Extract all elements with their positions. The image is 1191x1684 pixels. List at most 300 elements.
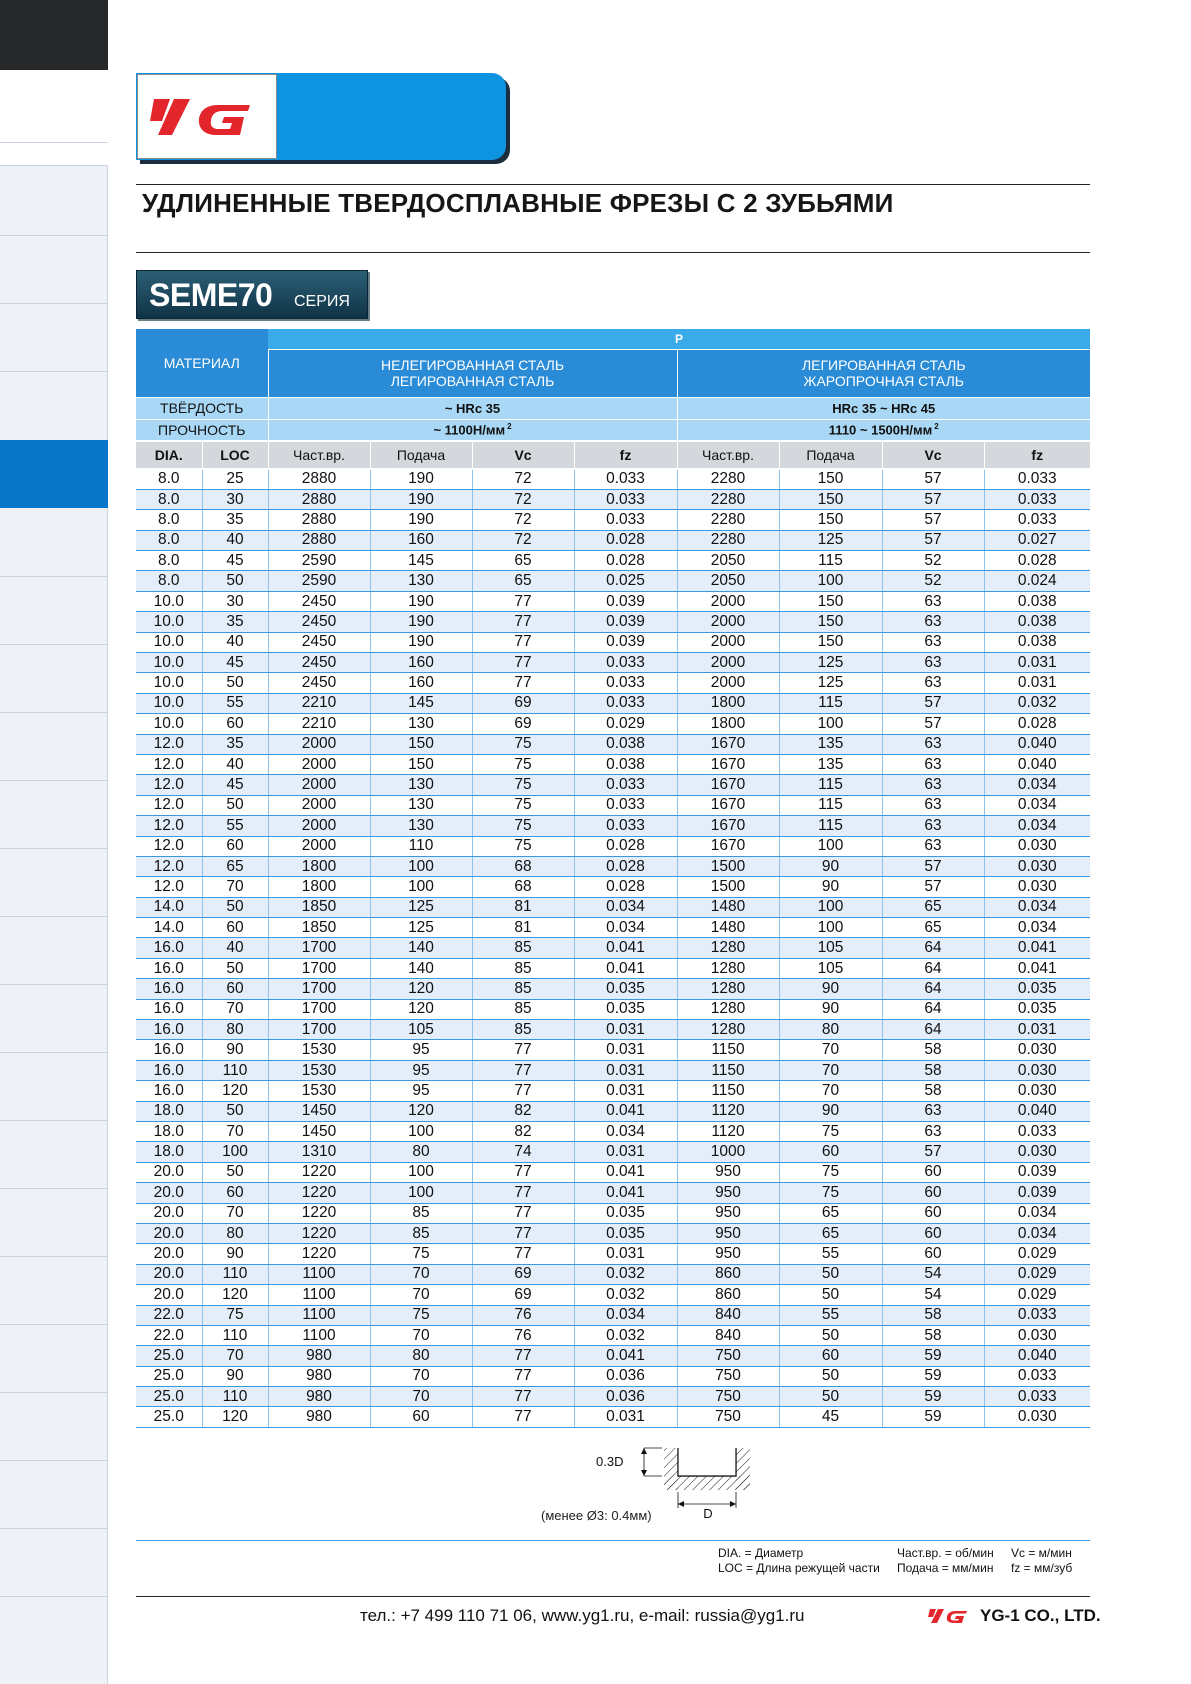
table-cell: 100 <box>370 1183 472 1203</box>
table-cell: 90 <box>779 979 882 999</box>
table-cell: 16.0 <box>136 1020 202 1040</box>
table-row <box>136 1407 1090 1427</box>
table-cell: 25 <box>202 469 268 489</box>
table-row <box>136 1285 1090 1305</box>
table-cell: 950 <box>677 1244 779 1264</box>
table-cell: 1700 <box>268 999 370 1019</box>
table-cell: 75 <box>472 734 574 754</box>
sidebar-divider <box>0 848 108 849</box>
table-cell: 10.0 <box>136 653 202 673</box>
col-header-vc-2: Vc <box>882 441 984 469</box>
table-cell: 16.0 <box>136 1081 202 1101</box>
table-cell: 35 <box>202 510 268 530</box>
table-row <box>136 1183 1090 1203</box>
table-cell: 60 <box>882 1203 984 1223</box>
table-cell: 1150 <box>677 1081 779 1101</box>
legend-fz: fz = мм/зуб <box>1011 1561 1073 1575</box>
table-cell: 80 <box>202 1223 268 1243</box>
footer-contact: тел.: +7 499 110 71 06, www.yg1.ru, e-mail: russia@yg1.ru <box>360 1606 805 1625</box>
table-cell: 0.035 <box>984 979 1090 999</box>
table-cell: 2450 <box>268 632 370 652</box>
table-cell: 20.0 <box>136 1203 202 1223</box>
table-cell: 60 <box>882 1183 984 1203</box>
table-cell: 60 <box>202 918 268 938</box>
table-cell: 14.0 <box>136 918 202 938</box>
table-cell: 8.0 <box>136 571 202 591</box>
table-cell: 2590 <box>268 571 370 591</box>
table-cell: 60 <box>882 1162 984 1182</box>
table-cell: 1530 <box>268 1040 370 1060</box>
col-header-feed-1: Подача <box>370 441 472 469</box>
table-cell: 0.041 <box>984 958 1090 978</box>
col-header-dia: DIA. <box>136 441 202 469</box>
col-header-loc: LOC <box>202 441 268 469</box>
footer-brand: YG-1 CO., LTD. <box>980 1606 1101 1625</box>
sidebar-divider <box>0 984 108 985</box>
table-cell: 77 <box>472 1244 574 1264</box>
table-cell: 85 <box>472 938 574 958</box>
table-cell: 2000 <box>268 795 370 815</box>
table-cell: 65 <box>882 918 984 938</box>
table-cell: 58 <box>882 1325 984 1345</box>
table-cell: 950 <box>677 1162 779 1182</box>
table-cell: 1100 <box>268 1305 370 1325</box>
table-cell: 63 <box>882 591 984 611</box>
sidebar-active-tab[interactable] <box>0 440 108 508</box>
table-cell: 0.030 <box>984 1060 1090 1080</box>
table-cell: 980 <box>268 1407 370 1427</box>
title-top-rule <box>136 184 1090 185</box>
table-cell: 70 <box>370 1366 472 1386</box>
legend-feed: Подача = мм/мин <box>897 1561 994 1575</box>
table-cell: 0.031 <box>574 1407 677 1427</box>
material-label: МАТЕРИАЛ <box>136 329 268 397</box>
table-cell: 980 <box>268 1387 370 1407</box>
table-cell: 12.0 <box>136 734 202 754</box>
table-cell: 2280 <box>677 489 779 509</box>
table-cell: 10.0 <box>136 612 202 632</box>
table-cell: 2000 <box>268 836 370 856</box>
table-cell: 8.0 <box>136 551 202 571</box>
table-cell: 750 <box>677 1407 779 1427</box>
table-row <box>136 897 1090 917</box>
table-cell: 150 <box>779 469 882 489</box>
table-cell: 50 <box>202 1101 268 1121</box>
table-cell: 150 <box>779 489 882 509</box>
table-cell: 150 <box>370 734 472 754</box>
table-cell: 0.035 <box>574 1223 677 1243</box>
table-row <box>136 877 1090 897</box>
table-cell: 64 <box>882 938 984 958</box>
series-word: СЕРИЯ <box>294 293 350 310</box>
table-cell: 12.0 <box>136 754 202 774</box>
table-cell: 22.0 <box>136 1325 202 1345</box>
strength-1-value: ~ 1100Н/мм <box>433 422 506 438</box>
table-cell: 35 <box>202 612 268 632</box>
table-cell: 65 <box>472 571 574 591</box>
table-cell: 2280 <box>677 510 779 530</box>
table-cell: 50 <box>202 571 268 591</box>
table-cell: 69 <box>472 693 574 713</box>
table-row <box>136 1366 1090 1386</box>
legend-col-2 <box>897 1546 994 1576</box>
table-cell: 0.030 <box>984 1325 1090 1345</box>
table-cell: 0.031 <box>574 1040 677 1060</box>
table-cell: 63 <box>882 816 984 836</box>
table-cell: 50 <box>202 673 268 693</box>
table-cell: 45 <box>202 653 268 673</box>
sidebar-divider <box>0 1256 108 1257</box>
sidebar-white-block <box>0 70 108 165</box>
table-cell: 0.030 <box>984 1040 1090 1060</box>
table-cell: 750 <box>677 1387 779 1407</box>
table-cell: 57 <box>882 693 984 713</box>
table-cell: 0.033 <box>574 775 677 795</box>
table-cell: 45 <box>202 775 268 795</box>
strength-2-value: 1110 ~ 1500Н/мм <box>828 422 933 438</box>
table-row <box>136 591 1090 611</box>
table-cell: 1450 <box>268 1122 370 1142</box>
table-cell: 63 <box>882 795 984 815</box>
table-cell: 81 <box>472 918 574 938</box>
table-cell: 130 <box>370 795 472 815</box>
table-cell: 70 <box>779 1040 882 1060</box>
table-cell: 0.024 <box>984 571 1090 591</box>
table-cell: 22.0 <box>136 1305 202 1325</box>
table-cell: 130 <box>370 571 472 591</box>
table-cell: 64 <box>882 999 984 1019</box>
table-cell: 0.034 <box>984 1223 1090 1243</box>
table-cell: 63 <box>882 754 984 774</box>
table-row <box>136 1122 1090 1142</box>
table-row <box>136 1203 1090 1223</box>
table-cell: 77 <box>472 1183 574 1203</box>
table-cell: 69 <box>472 1264 574 1284</box>
table-cell: 70 <box>202 1122 268 1142</box>
table-row <box>136 1325 1090 1345</box>
table-cell: 0.034 <box>984 775 1090 795</box>
table-cell: 75 <box>472 836 574 856</box>
table-cell: 16.0 <box>136 999 202 1019</box>
table-cell: 950 <box>677 1223 779 1243</box>
table-cell: 69 <box>472 1285 574 1305</box>
table-row <box>136 1223 1090 1243</box>
table-cell: 63 <box>882 836 984 856</box>
strength-2-sup: 2 <box>934 422 939 432</box>
table-cell: 59 <box>882 1346 984 1366</box>
table-cell: 0.035 <box>574 979 677 999</box>
table-cell: 72 <box>472 510 574 530</box>
table-cell: 2280 <box>677 469 779 489</box>
table-cell: 2880 <box>268 510 370 530</box>
table-cell: 2000 <box>677 612 779 632</box>
table-cell: 750 <box>677 1346 779 1366</box>
table-cell: 1150 <box>677 1060 779 1080</box>
table-cell: 77 <box>472 673 574 693</box>
table-cell: 100 <box>202 1142 268 1162</box>
table-cell: 65 <box>472 551 574 571</box>
table-cell: 0.033 <box>574 693 677 713</box>
col-header-rpm-2: Част.вр. <box>677 441 779 469</box>
table-cell: 0.029 <box>574 714 677 734</box>
table-cell: 2050 <box>677 551 779 571</box>
table-cell: 16.0 <box>136 1040 202 1060</box>
table-cell: 76 <box>472 1305 574 1325</box>
table-cell: 0.028 <box>574 836 677 856</box>
table-cell: 1310 <box>268 1142 370 1162</box>
table-cell: 110 <box>202 1264 268 1284</box>
table-cell: 0.034 <box>984 816 1090 836</box>
table-row <box>136 999 1090 1019</box>
depth-label: 0.3D <box>596 1454 624 1469</box>
table-cell: 0.033 <box>984 1387 1090 1407</box>
table-row <box>136 530 1090 550</box>
table-cell: 77 <box>472 1203 574 1223</box>
table-cell: 125 <box>779 673 882 693</box>
table-cell: 0.033 <box>574 795 677 815</box>
table-cell: 16.0 <box>136 958 202 978</box>
table-cell: 75 <box>779 1183 882 1203</box>
table-cell: 950 <box>677 1203 779 1223</box>
table-cell: 125 <box>779 653 882 673</box>
table-row <box>136 816 1090 836</box>
table-cell: 72 <box>472 469 574 489</box>
table-cell: 58 <box>882 1060 984 1080</box>
table-cell: 120 <box>370 999 472 1019</box>
sidebar-divider <box>0 644 108 645</box>
yg-logo <box>137 74 277 159</box>
table-cell: 50 <box>202 958 268 978</box>
table-cell: 81 <box>472 897 574 917</box>
table-cell: 980 <box>268 1346 370 1366</box>
table-row <box>136 1081 1090 1101</box>
col-header-feed-2: Подача <box>779 441 882 469</box>
table-cell: 2000 <box>268 754 370 774</box>
hardness-2: HRc 35 ~ HRc 45 <box>677 397 1090 419</box>
table-cell: 75 <box>472 795 574 815</box>
table-cell: 57 <box>882 469 984 489</box>
table-cell: 0.034 <box>984 1203 1090 1223</box>
table-cell: 0.030 <box>984 1081 1090 1101</box>
table-cell: 65 <box>779 1223 882 1243</box>
table-cell: 1530 <box>268 1081 370 1101</box>
table-cell: 90 <box>202 1040 268 1060</box>
table-cell: 0.031 <box>574 1020 677 1040</box>
series-code: SEME70 <box>149 277 273 313</box>
table-cell: 20.0 <box>136 1183 202 1203</box>
table-cell: 18.0 <box>136 1122 202 1142</box>
table-cell: 0.041 <box>984 938 1090 958</box>
table-row <box>136 673 1090 693</box>
material-group: P <box>268 329 1090 349</box>
table-cell: 70 <box>202 1203 268 1223</box>
table-cell: 1480 <box>677 918 779 938</box>
table-cell: 0.035 <box>574 999 677 1019</box>
table-cell: 82 <box>472 1101 574 1121</box>
table-cell: 1500 <box>677 877 779 897</box>
table-cell: 0.041 <box>574 1101 677 1121</box>
table-cell: 115 <box>779 816 882 836</box>
table-cell: 0.031 <box>574 1060 677 1080</box>
material-2-line2: ЖАРОПРОЧНАЯ СТАЛЬ <box>803 373 964 389</box>
table-cell: 77 <box>472 1407 574 1427</box>
sidebar-divider <box>0 142 108 143</box>
table-cell: 145 <box>370 551 472 571</box>
table-cell: 1670 <box>677 816 779 836</box>
table-cell: 8.0 <box>136 530 202 550</box>
table-cell: 0.034 <box>984 795 1090 815</box>
material-2-line1: ЛЕГИРОВАННАЯ СТАЛЬ <box>801 357 966 373</box>
table-cell: 64 <box>882 979 984 999</box>
table-cell: 10.0 <box>136 632 202 652</box>
table-cell: 12.0 <box>136 816 202 836</box>
table-cell: 2000 <box>677 673 779 693</box>
legend-dia: DIA. = Диаметр <box>718 1546 804 1560</box>
table-cell: 2210 <box>268 693 370 713</box>
table-cell: 25.0 <box>136 1346 202 1366</box>
table-cell: 0.033 <box>574 816 677 836</box>
table-cell: 0.039 <box>984 1162 1090 1182</box>
table-cell: 82 <box>472 1122 574 1142</box>
table-cell: 90 <box>779 856 882 876</box>
table-cell: 52 <box>882 551 984 571</box>
table-cell: 58 <box>882 1305 984 1325</box>
table-cell: 57 <box>882 877 984 897</box>
table-cell: 55 <box>202 816 268 836</box>
table-cell: 60 <box>202 836 268 856</box>
table-cell: 115 <box>779 551 882 571</box>
sidebar-divider <box>0 235 108 236</box>
table-cell: 75 <box>779 1162 882 1182</box>
table-cell: 0.031 <box>984 673 1090 693</box>
table-cell: 2590 <box>268 551 370 571</box>
table-cell: 59 <box>882 1366 984 1386</box>
table-cell: 750 <box>677 1366 779 1386</box>
table-cell: 77 <box>472 1387 574 1407</box>
table-cell: 85 <box>472 999 574 1019</box>
table-cell: 1480 <box>677 897 779 917</box>
table-cell: 0.034 <box>574 1305 677 1325</box>
table-cell: 77 <box>472 1162 574 1182</box>
table-cell: 1280 <box>677 979 779 999</box>
table-cell: 57 <box>882 530 984 550</box>
table-cell: 63 <box>882 673 984 693</box>
table-cell: 64 <box>882 958 984 978</box>
table-cell: 52 <box>882 571 984 591</box>
table-cell: 0.039 <box>574 591 677 611</box>
strength-label: ПРОЧНОСТЬ <box>136 419 268 441</box>
sidebar-divider <box>0 576 108 577</box>
table-cell: 2000 <box>677 653 779 673</box>
table-cell: 0.041 <box>574 1162 677 1182</box>
table-cell: 840 <box>677 1325 779 1345</box>
table-row <box>136 1142 1090 1162</box>
table-cell: 0.033 <box>574 653 677 673</box>
table-cell: 0.038 <box>574 734 677 754</box>
table-cell: 2210 <box>268 714 370 734</box>
table-cell: 120 <box>202 1081 268 1101</box>
table-cell: 54 <box>882 1264 984 1284</box>
table-cell: 100 <box>370 856 472 876</box>
sidebar-divider <box>0 1528 108 1529</box>
table-row <box>136 632 1090 652</box>
table-cell: 60 <box>370 1407 472 1427</box>
table-cell: 1670 <box>677 775 779 795</box>
table-cell: 77 <box>472 1060 574 1080</box>
table-cell: 63 <box>882 1122 984 1142</box>
table-cell: 2450 <box>268 653 370 673</box>
table-row <box>136 979 1090 999</box>
table-cell: 25.0 <box>136 1407 202 1427</box>
table-cell: 80 <box>779 1020 882 1040</box>
table-cell: 0.029 <box>984 1285 1090 1305</box>
sidebar-top-block <box>0 0 108 70</box>
table-cell: 0.031 <box>574 1081 677 1101</box>
table-cell: 2000 <box>677 632 779 652</box>
sidebar-divider <box>0 1596 108 1597</box>
table-cell: 2450 <box>268 673 370 693</box>
table-cell: 0.033 <box>984 489 1090 509</box>
footer-yg-logo-icon <box>928 1607 974 1625</box>
table-cell: 1850 <box>268 897 370 917</box>
table-cell: 20.0 <box>136 1162 202 1182</box>
table-cell: 1280 <box>677 938 779 958</box>
table-row <box>136 469 1090 489</box>
table-cell: 20.0 <box>136 1244 202 1264</box>
table-cell: 16.0 <box>136 1060 202 1080</box>
table-cell: 12.0 <box>136 775 202 795</box>
table-cell: 57 <box>882 856 984 876</box>
table-cell: 20.0 <box>136 1285 202 1305</box>
table-cell: 60 <box>779 1142 882 1162</box>
table-cell: 2050 <box>677 571 779 591</box>
table-cell: 110 <box>370 836 472 856</box>
table-cell: 0.030 <box>984 836 1090 856</box>
table-cell: 8.0 <box>136 489 202 509</box>
table-cell: 1670 <box>677 836 779 856</box>
yg-logo-icon <box>144 91 272 143</box>
table-cell: 115 <box>779 775 882 795</box>
table-cell: 190 <box>370 510 472 530</box>
table-cell: 0.034 <box>984 918 1090 938</box>
table-cell: 95 <box>370 1060 472 1080</box>
title-bottom-rule <box>136 252 1090 253</box>
table-cell: 0.036 <box>574 1387 677 1407</box>
table-cell: 90 <box>779 1101 882 1121</box>
table-cell: 0.028 <box>984 714 1090 734</box>
sidebar-divider <box>0 1188 108 1189</box>
table-cell: 50 <box>779 1366 882 1386</box>
table-cell: 72 <box>472 530 574 550</box>
table-cell: 980 <box>268 1366 370 1386</box>
table-cell: 190 <box>370 612 472 632</box>
table-cell: 16.0 <box>136 979 202 999</box>
table-row <box>136 856 1090 876</box>
table-cell: 1220 <box>268 1203 370 1223</box>
table-cell: 0.032 <box>574 1264 677 1284</box>
table-row <box>136 754 1090 774</box>
table-cell: 60 <box>202 1183 268 1203</box>
table-cell: 70 <box>370 1264 472 1284</box>
table-cell: 76 <box>472 1325 574 1345</box>
table-cell: 0.033 <box>574 673 677 693</box>
legend-col-1 <box>718 1546 880 1576</box>
table-cell: 0.033 <box>984 469 1090 489</box>
table-row <box>136 1162 1090 1182</box>
table-cell: 950 <box>677 1183 779 1203</box>
table-row <box>136 489 1090 509</box>
table-cell: 0.028 <box>574 877 677 897</box>
